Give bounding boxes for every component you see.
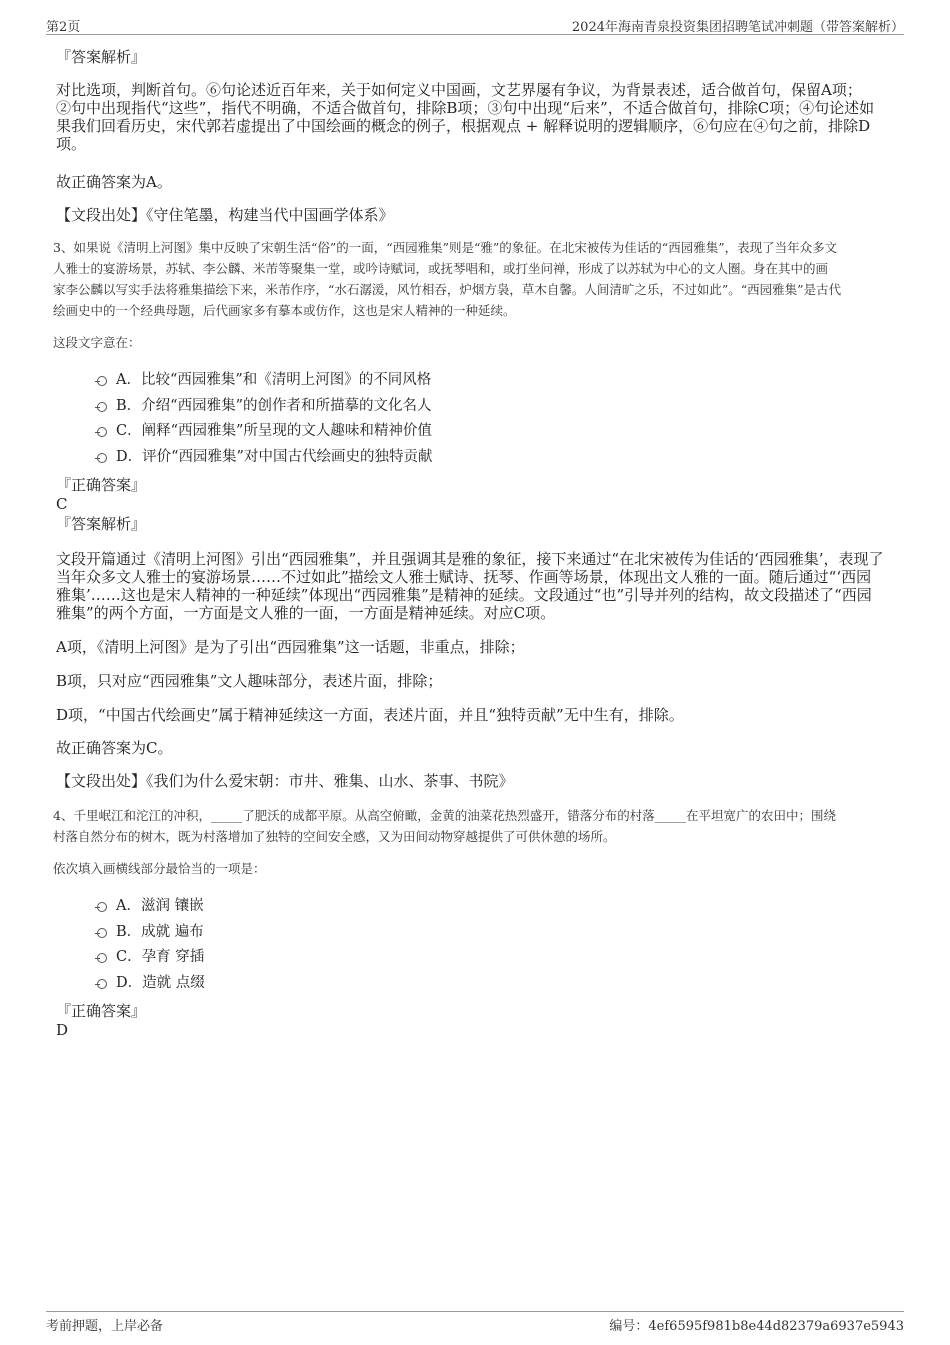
- option-text: 造就 点缀: [142, 975, 205, 991]
- stem-line: 绘画史中的一个经典母题，后代画家多有摹本或仿作，这也是宋人精神的一种延续。: [53, 303, 516, 318]
- stem-line: 村落自然分布的树木，既为村落增加了独特的空间安全感，又为田间动物穿越提供了可供休憩的场所。: [53, 829, 616, 844]
- option-c[interactable]: C．阐释“西园雅集”所呈现的文人趣味和精神价值: [56, 422, 432, 440]
- analysis-line: 项。: [56, 135, 87, 153]
- radio-icon[interactable]: [97, 453, 107, 463]
- option-text: 比较“西园雅集”和《清明上河图》的不同风格: [140, 372, 432, 388]
- analysis-heading: 『答案解析』: [56, 515, 147, 533]
- option-text: 成就 遍布: [141, 924, 204, 940]
- page-number: 第2页: [46, 20, 81, 35]
- option-a[interactable]: A．滋润 镶嵌: [56, 897, 204, 915]
- radio-icon[interactable]: [97, 427, 107, 437]
- radio-icon[interactable]: [97, 402, 107, 412]
- question-stem: [53, 237, 841, 321]
- analysis-heading: 『答案解析』: [56, 48, 147, 66]
- option-d[interactable]: D．造就 点缀: [56, 974, 205, 992]
- document-code: 编号：4ef6595f981b8e44d82379a6937e5943: [609, 1319, 904, 1334]
- analysis-line: 文段开篇通过《清明上河图》引出“西园雅集”，并且强调其是雅的象征，接下来通过“在北宋被传为佳话的‘西园雅集’，表现了: [56, 550, 884, 568]
- page-footer: [46, 1311, 904, 1334]
- stem-line: 4、千里岷江和沱江的冲积，_____了肥沃的成都平原。从高空俯瞰，金黄的油菜花热烈盛开，错落分布的村落_____在平坦宽广的农田中；围绕: [53, 808, 836, 823]
- stem-line: 家李公麟以写实手法将雅集描绘下来，米芾作序，“水石潺湲，风竹相吞，炉烟方袅，草木自馨。人间清旷之乐，不过如此”。“西园雅集”是古代: [53, 282, 842, 297]
- option-b[interactable]: B．介绍“西园雅集”的创作者和所描摹的文化名人: [56, 397, 431, 415]
- explain-option-b: B项，只对应“西园雅集”文人趣味部分，表述片面，排除；: [56, 672, 443, 690]
- analysis-line: ②句中出现指代“这些”，指代不明确，不适合做首句，排除B项；③句中出现“后来”，不适合做首句，排除C项；④句论述如: [56, 99, 875, 117]
- page-header: [46, 12, 904, 35]
- analysis-line: 对比选项，判断首句。⑥句论述近百年来，关于如何定义中国画，文艺界屡有争议，为背景表述，适合做首句，保留A项；: [56, 81, 862, 99]
- conclusion: 故正确答案为A。: [56, 173, 172, 191]
- radio-icon[interactable]: [97, 902, 107, 912]
- radio-icon[interactable]: [97, 376, 107, 386]
- analysis-body: [56, 550, 884, 622]
- question-prompt: 依次填入画横线部分最恰当的一项是：: [53, 861, 266, 876]
- option-text: 评价“西园雅集”对中国古代绘画史的独特贡献: [142, 449, 433, 465]
- analysis-line: 雅集’……这也是宋人精神的一种延续”体现出“西园雅集”是精神的延续。文段通过“也”引导并列的结构，故文段描述了“西园: [56, 586, 872, 604]
- footer-slogan: 考前押题，上岸必备: [46, 1319, 164, 1334]
- radio-icon[interactable]: [97, 928, 107, 938]
- correct-answer: C: [56, 495, 68, 513]
- radio-icon[interactable]: [97, 953, 107, 963]
- analysis-line: 当年众多文人雅士的宴游场景……不过如此”描绘文人雅士赋诗、抚琴、作画等场景，体现出文人雅的一面。随后通过“‘西园: [56, 568, 872, 586]
- analysis-line: 雅集”的两个方面，一方面是文人雅的一面，一方面是精神延续。对应C项。: [56, 604, 556, 622]
- stem-line: 人雅士的宴游场景，苏轼、李公麟、米芾等聚集一堂，或吟诗赋词，或抚琴唱和，或打坐问禅，形成了以苏轼为中心的文人圈。身在其中的画: [53, 261, 829, 276]
- radio-icon[interactable]: [97, 979, 107, 989]
- explain-option-a: A项，《清明上河图》是为了引出“西园雅集”这一话题，非重点，排除；: [56, 638, 525, 656]
- option-text: 介绍“西园雅集”的创作者和所描摹的文化名人: [141, 398, 432, 414]
- option-a[interactable]: A．比较“西园雅集”和《清明上河图》的不同风格: [56, 371, 431, 389]
- document-title: 2024年海南青泉投资集团招聘笔试冲刺题（带答案解析）: [571, 20, 904, 35]
- question-stem: [53, 805, 836, 847]
- explain-option-d: D项，“中国古代绘画史”属于精神延续这一方面，表述片面，并且“独特贡献”无中生有，排除。: [56, 706, 684, 724]
- source-citation: 【文段出处】《守住笔墨，构建当代中国画学体系》: [56, 206, 394, 224]
- option-b[interactable]: B．成就 遍布: [56, 923, 204, 941]
- option-c[interactable]: C．孕育 穿插: [56, 948, 204, 966]
- option-d[interactable]: D．评价“西园雅集”对中国古代绘画史的独特贡献: [56, 448, 432, 466]
- answer-heading: 『正确答案』: [56, 1002, 147, 1020]
- stem-line: 3、如果说《清明上河图》集中反映了宋朝生活“俗”的一面，“西园雅集”则是“雅”的象征。在北宋被传为佳话的“西园雅集”，表现了当年众多文: [53, 240, 838, 255]
- analysis-line: 果我们回看历史，宋代郭若虚提出了中国绘画的概念的例子，根据观点 + 解释说明的逻辑顺序，⑥句应在④句之前，排除D: [56, 117, 871, 135]
- correct-answer: D: [56, 1021, 69, 1039]
- option-text: 阐释“西园雅集”所呈现的文人趣味和精神价值: [141, 423, 432, 439]
- option-text: 孕育 穿插: [141, 949, 205, 965]
- analysis-body: [56, 81, 874, 153]
- option-text: 滋润 镶嵌: [140, 898, 204, 914]
- conclusion: 故正确答案为C。: [56, 739, 173, 757]
- answer-heading: 『正确答案』: [56, 476, 147, 494]
- source-citation: 【文段出处】《我们为什么爱宋朝：市井、雅集、山水、茶事、书院》: [56, 772, 514, 790]
- question-prompt: 这段文字意在：: [53, 335, 141, 350]
